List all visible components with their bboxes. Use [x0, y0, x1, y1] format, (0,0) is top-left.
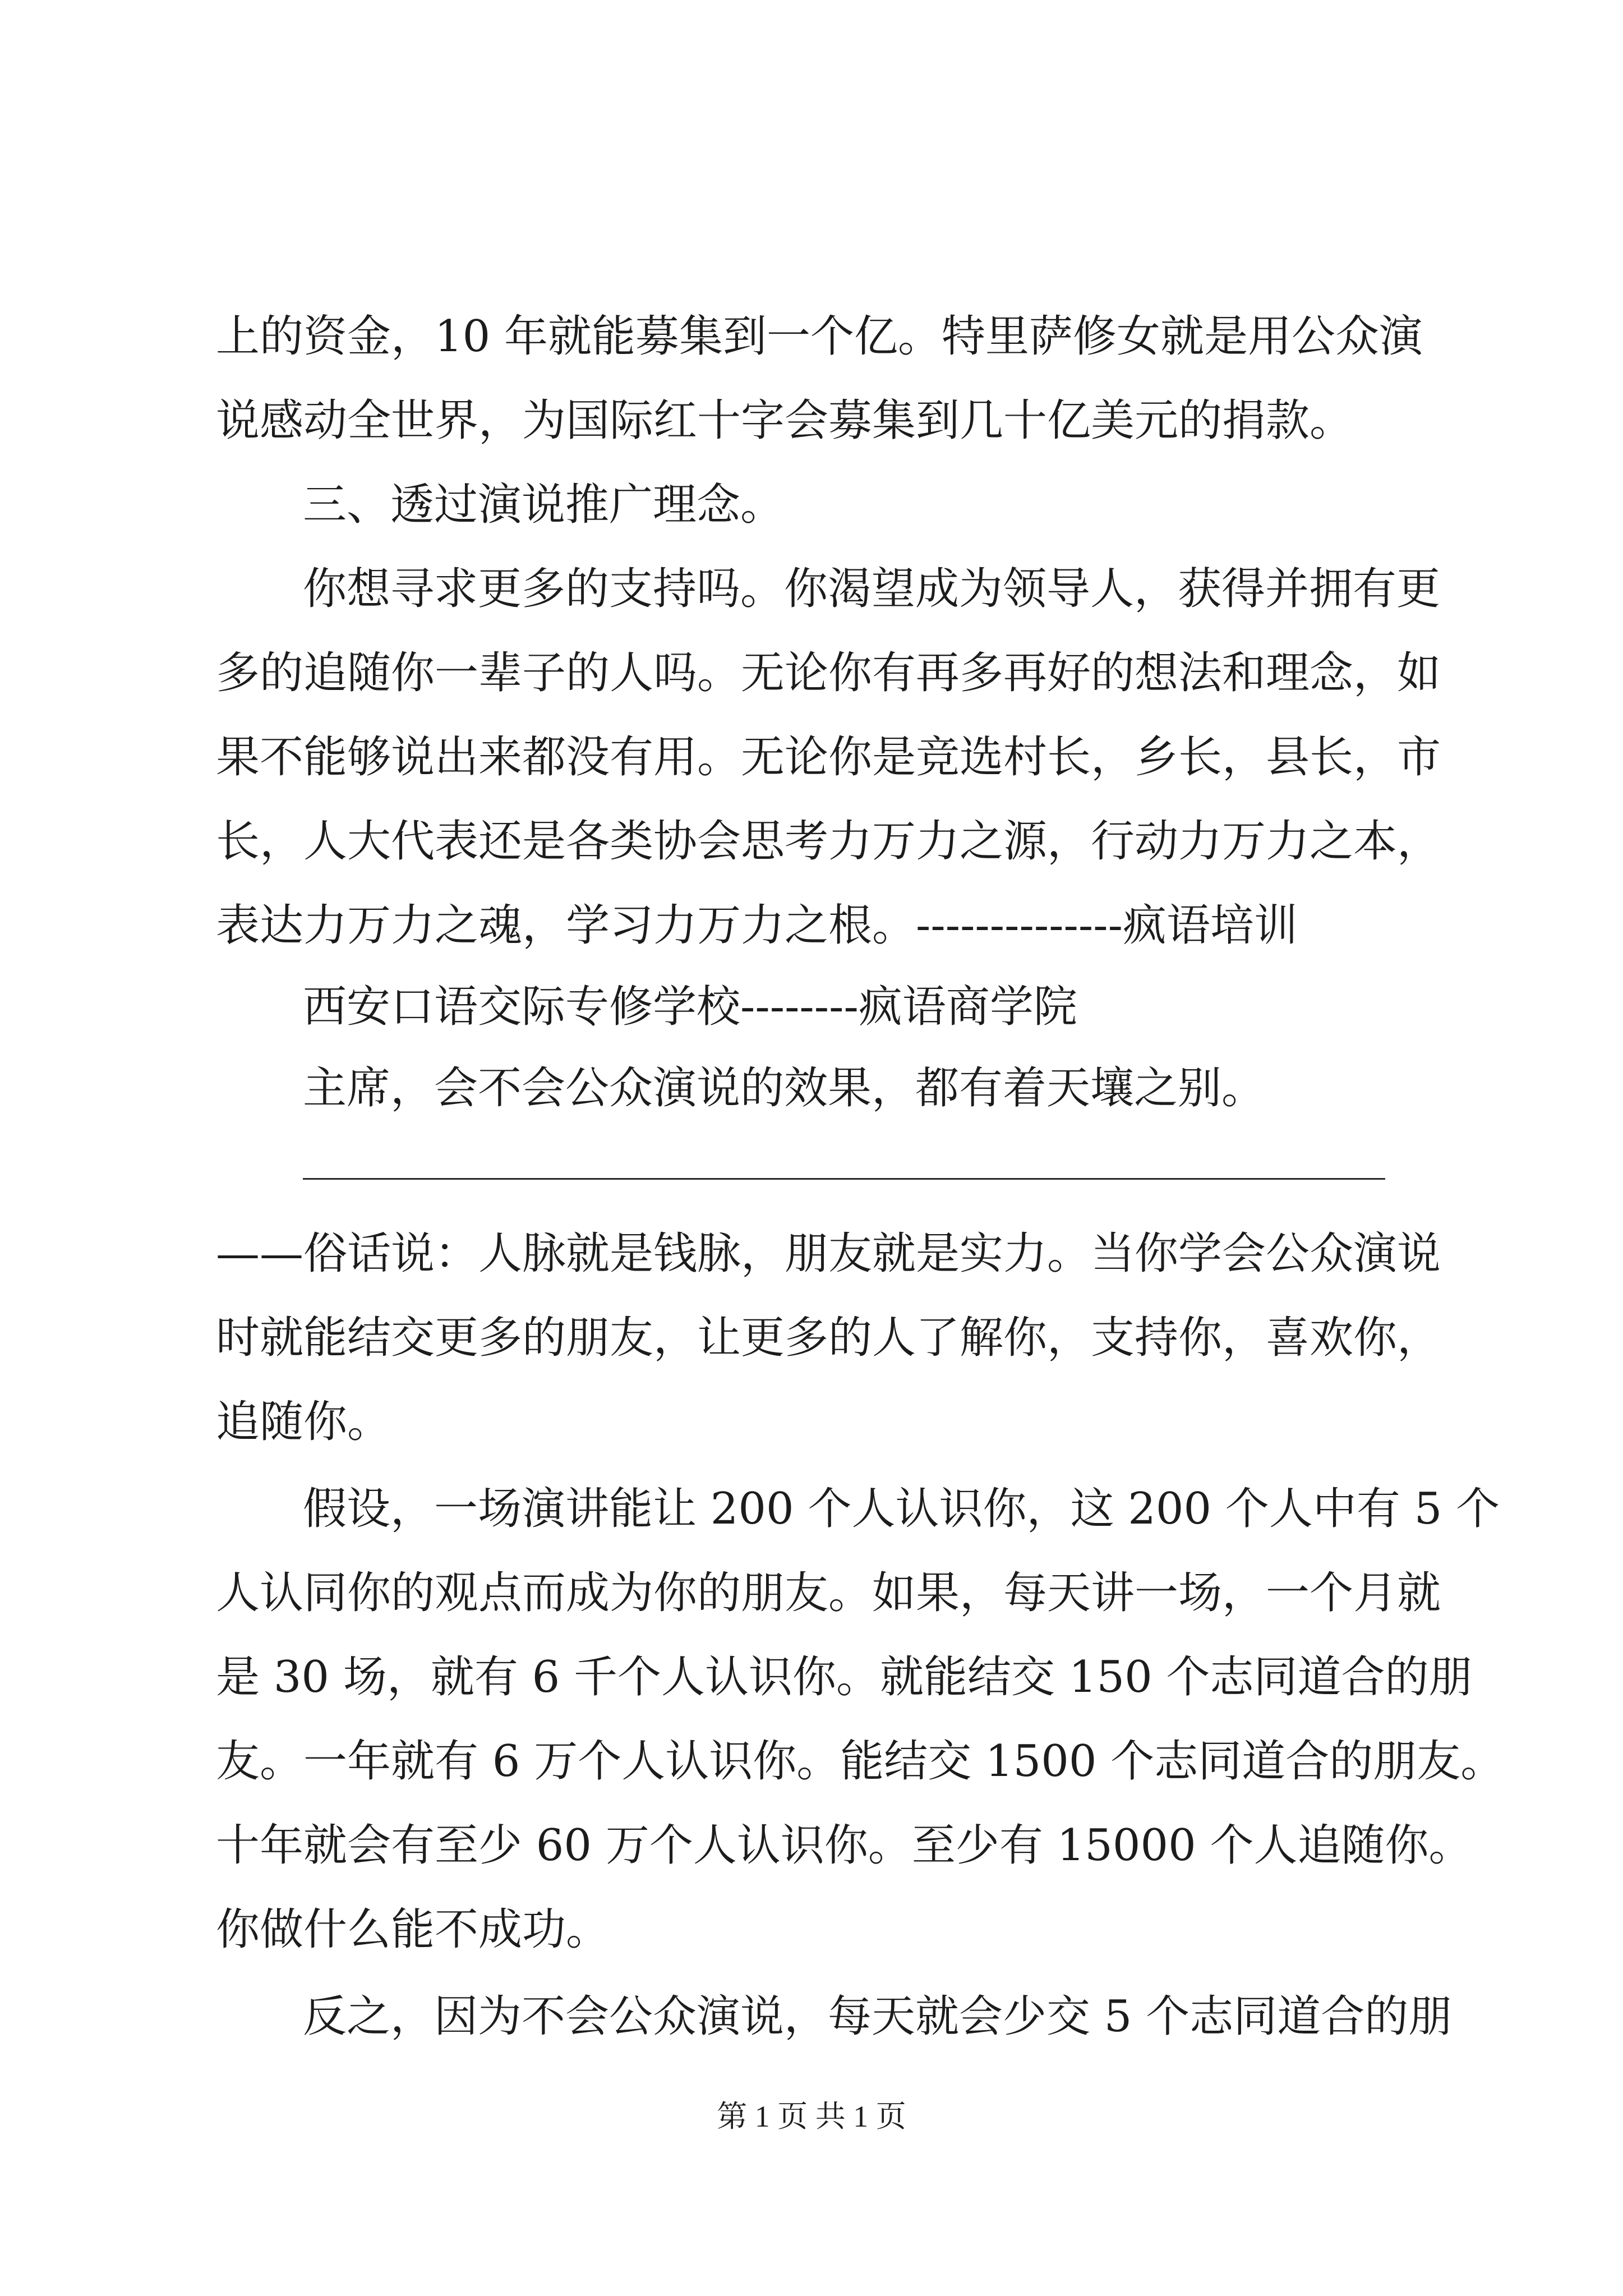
text-line: 你想寻求更多的支持吗。你渴望成为领导人，获得并拥有更 [303, 564, 1441, 614]
text-line: 主席，会不会公众演说的效果，都有着天壤之别。 [303, 1063, 1266, 1114]
text-line: 时就能结交更多的朋友，让更多的人了解你，支持你，喜欢你， [216, 1313, 1441, 1363]
text-line: 追随你。 [216, 1397, 391, 1447]
text-line: 多的追随你一辈子的人吗。无论你有再多再好的想法和理念，如 [216, 648, 1441, 698]
text-line: ——俗话说：人脉就是钱脉，朋友就是实力。当你学会公众演说 [216, 1228, 1441, 1279]
text-line: 人认同你的观点而成为你的朋友。如果，每天讲一场，一个月就 [216, 1568, 1441, 1618]
text-line: 果不能够说出来都没有用。无论你是竞选村长，乡长，县长，市 [216, 732, 1441, 783]
page-footer: 第 1 页 共 1 页 [717, 2100, 906, 2133]
text-line: 是 30 场，就有 6 千个人认识你。就能结交 150 个志同道合的朋 [216, 1652, 1473, 1703]
text-line: 长，人大代表还是各类协会思考力万力之源，行动力万力之本， [216, 816, 1441, 867]
text-line: 反之，因为不会公众演说，每天就会少交 5 个志同道合的朋 [303, 1991, 1453, 2042]
text-line: 友。一年就有 6 万个人认识你。能结交 1500 个志同道合的朋友。 [216, 1736, 1505, 1787]
horizontal-rule [303, 1178, 1385, 1180]
text-line: 说感动全世界，为国际红十字会募集到几十亿美元的捐款。 [216, 395, 1354, 446]
section-heading: 三、透过演说推广理念。 [303, 480, 785, 530]
text-line: 假设，一场演讲能让 200 个人认识你，这 200 个人中有 5 个 [303, 1484, 1500, 1534]
text-line: 你做什么能不成功。 [216, 1904, 610, 1955]
text-line: 十年就会有至少 60 万个人认识你。至少有 15000 个人追随你。 [216, 1820, 1473, 1871]
text-line: 西安口语交际专修学校--------疯语商学院 [303, 982, 1077, 1032]
text-line: 上的资金，10 年就能募集到一个亿。特里萨修女就是用公众演 [216, 311, 1423, 362]
text-line: 表达力万力之魂，学习力万力之根。--------------疯语培训 [216, 900, 1298, 951]
